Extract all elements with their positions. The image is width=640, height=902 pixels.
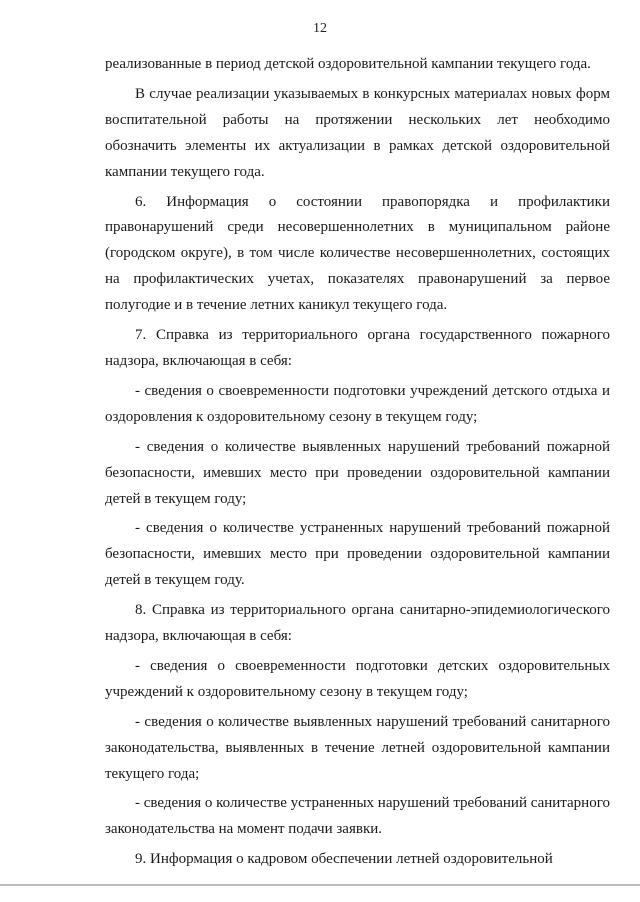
paragraph-item-8: 8. Справка из территориального органа санитарно-эпидемиологического надзора, включающая в себя: bbox=[105, 602, 610, 645]
paragraph-item-9: 9. Информация о кадровом обеспечении летней оздоровительной bbox=[135, 851, 553, 868]
paragraph-item-7: 7. Справка из территориального органа государственного пожарного надзора, включающая в себя: bbox=[105, 327, 610, 369]
list-item-fire-violations-fixed: - сведения о количестве устраненных нарушений требований пожарной безопасности, имевших место при проведении оздоровительной кампании детей в текущем году. bbox=[105, 520, 610, 589]
footer-rule bbox=[0, 884, 640, 886]
list-item-sanitary-violations-fixed: - сведения о количестве устраненных нарушений требований санитарного законодательства на момент подачи заявки. bbox=[105, 795, 610, 838]
list-item-fire-violations-found: - сведения о количестве выявленных нарушений требований пожарной безопасности, имевших место при проведении оздоровительной кампании детей в текущем году; bbox=[105, 438, 610, 507]
list-item-sanitary-violations-found: - сведения о количестве выявленных нарушений требований санитарного законодательства, выявленных в течение летней оздоровительной кампании текущего года; bbox=[105, 713, 610, 782]
document-body bbox=[105, 52, 610, 873]
paragraph-item-6: 6. Информация о состоянии правопорядка и профилактики правонарушений среди несовершеннолетних в муниципальном районе (городском округе), в том числе количестве несовершеннолетних, состоящих на профилактических учетах, показателях правонарушений за первое полугодие и в течение летних каникул текущего года. bbox=[105, 193, 610, 314]
paragraph-new-forms: В случае реализации указываемых в конкурсных материалах новых форм воспитательной работы на протяжении нескольких лет необходимо обозначить элементы их актуализации в рамках детской оздоровительной кампании текущего года. bbox=[105, 85, 610, 180]
list-item-sanitary-readiness: - сведения о своевременности подготовки детских оздоровительных учреждений к оздоровительному сезону в текущем году; bbox=[105, 657, 610, 700]
paragraph-continuation: реализованные в период детской оздоровительной кампании текущего года. bbox=[105, 56, 591, 72]
page-number: 12 bbox=[313, 21, 327, 36]
list-item-fire-readiness: - сведения о своевременности подготовки учреждений детского отдыха и оздоровления к оздоровительному сезону в текущем году; bbox=[105, 382, 610, 425]
